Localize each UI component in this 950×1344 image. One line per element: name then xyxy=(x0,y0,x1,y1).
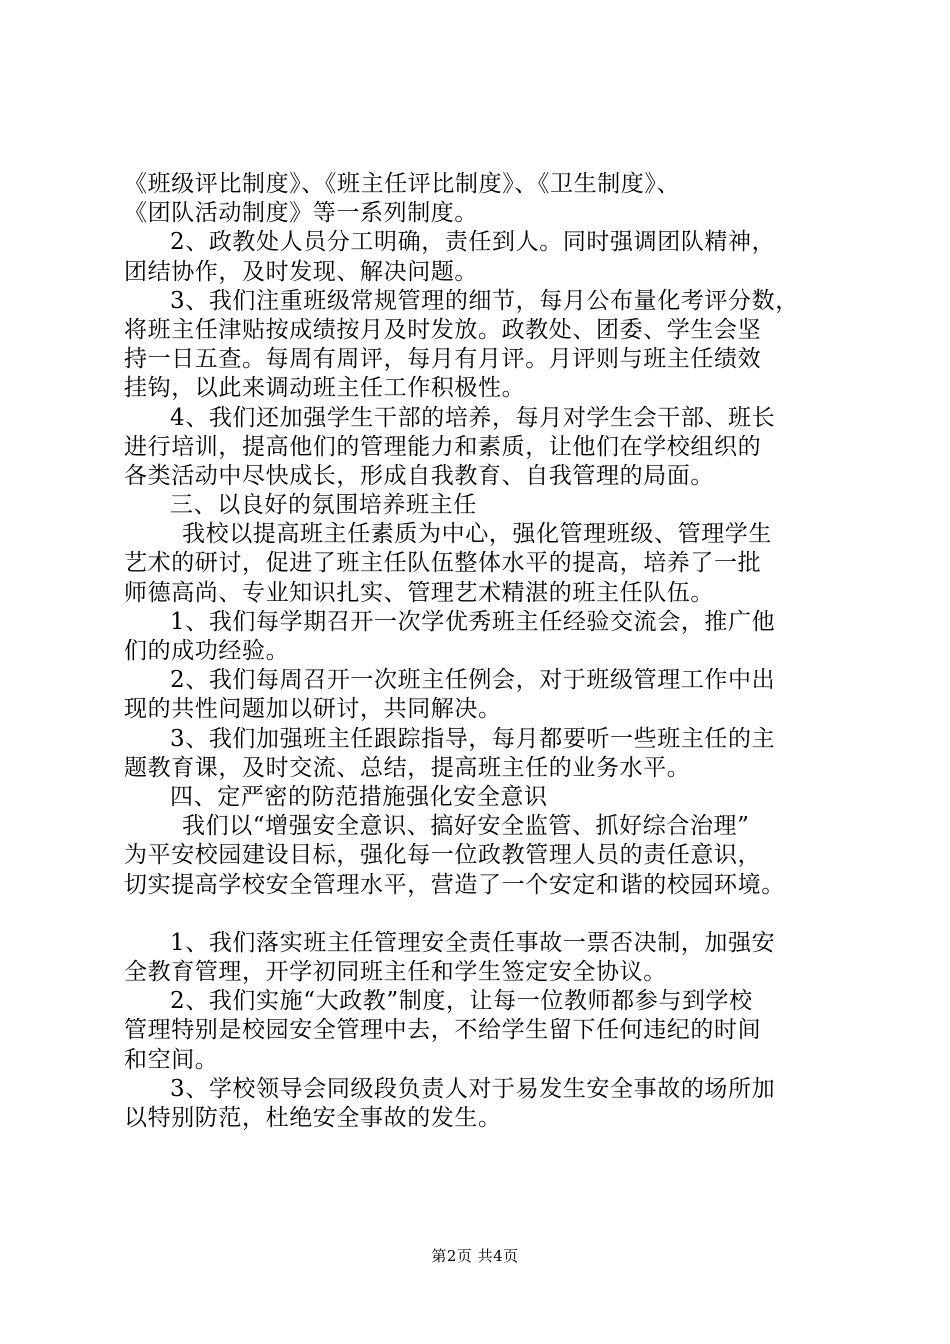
text-line: 《团队活动制度》等一系列制度。 xyxy=(124,200,478,227)
text-line: 各类活动中尽快成长，形成自我教育、自我管理的局面。 xyxy=(124,462,714,489)
text-line: 3、我们注重班级常规管理的细节，每月公布量化考评分数， xyxy=(170,287,799,314)
text-line: 2、我们实施“大政教”制度，让每一位教师都参与到学校 xyxy=(170,988,753,1015)
text-line: 2、政教处人员分工明确，责任到人。同时强调团队精神， xyxy=(170,229,776,256)
text-line: 题教育课，及时交流、总结，提高班主任的业务水平。 xyxy=(124,754,691,781)
text-line: 1、我们每学期召开一次学优秀班主任经验交流会，推广他 xyxy=(170,608,776,635)
text-line: 2、我们每周召开一次班主任例会，对于班级管理工作中出 xyxy=(170,667,776,694)
text-line: 切实提高学校安全管理水平，营造了一个安定和谐的校园环境。 xyxy=(124,871,785,898)
blank-line xyxy=(124,900,840,929)
text-line: 我们以“增强安全意识、搞好安全监管、抓好综合治理” xyxy=(182,813,750,840)
text-line: 团结协作，及时发现、解决问题。 xyxy=(124,258,478,285)
document-body xyxy=(124,170,840,1133)
text-line: 3、学校领导会同级段负责人对于易发生安全事故的场所加 xyxy=(170,1075,776,1102)
text-line: 进行培训，提高他们的管理能力和素质，让他们在学校组织的 xyxy=(124,433,762,460)
text-line: 全教育管理，开学初同班主任和学生签定安全协议。 xyxy=(124,959,667,986)
text-line: 管理特别是校园安全管理中去，不给学生留下任何违纪的时间 xyxy=(124,1017,762,1044)
page-number-footer: 第2页 共4页 xyxy=(431,1247,519,1265)
text-line: 们的成功经验。 xyxy=(124,638,290,664)
text-line: 持一日五查。每周有周评，每月有月评。月评则与班主任绩效 xyxy=(124,346,762,373)
text-line: 将班主任津贴按成绩按月及时发放。政教处、团委、学生会坚 xyxy=(124,316,762,343)
text-line: 艺术的研讨，促进了班主任队伍整体水平的提高，培养了一批 xyxy=(124,550,762,577)
text-line: 现的共性问题加以研讨，共同解决。 xyxy=(124,696,502,723)
text-line: 为平安校园建设目标，强化每一位政教管理人员的责任意识， xyxy=(124,842,762,869)
text-line: 我校以提高班主任素质为中心，强化管理班级、管理学生 xyxy=(182,521,772,548)
text-line: 和空间。 xyxy=(124,1046,219,1073)
text-line: 师德高尚、专业知识扎实、管理艺术精湛的班主任队伍。 xyxy=(124,579,714,606)
text-line: 1、我们落实班主任管理安全责任事故一票否决制，加强安 xyxy=(170,929,776,956)
section-heading: 三、以良好的氛围培养班主任 xyxy=(170,492,477,519)
text-line: 4、我们还加强学生干部的培养，每月对学生会干部、班长 xyxy=(170,404,776,431)
text-line: 《班级评比制度》、《班主任评比制度》、《卫生制度》、 xyxy=(124,171,681,197)
text-line: 以特别防范，杜绝安全事故的发生。 xyxy=(124,1105,502,1131)
text-line: 3、我们加强班主任跟踪指导，每月都要听一些班主任的主 xyxy=(170,725,776,752)
section-heading: 四、定严密的防范措施强化安全意识 xyxy=(170,783,548,810)
text-line: 挂钩，以此来调动班主任工作积极性。 xyxy=(124,375,526,402)
